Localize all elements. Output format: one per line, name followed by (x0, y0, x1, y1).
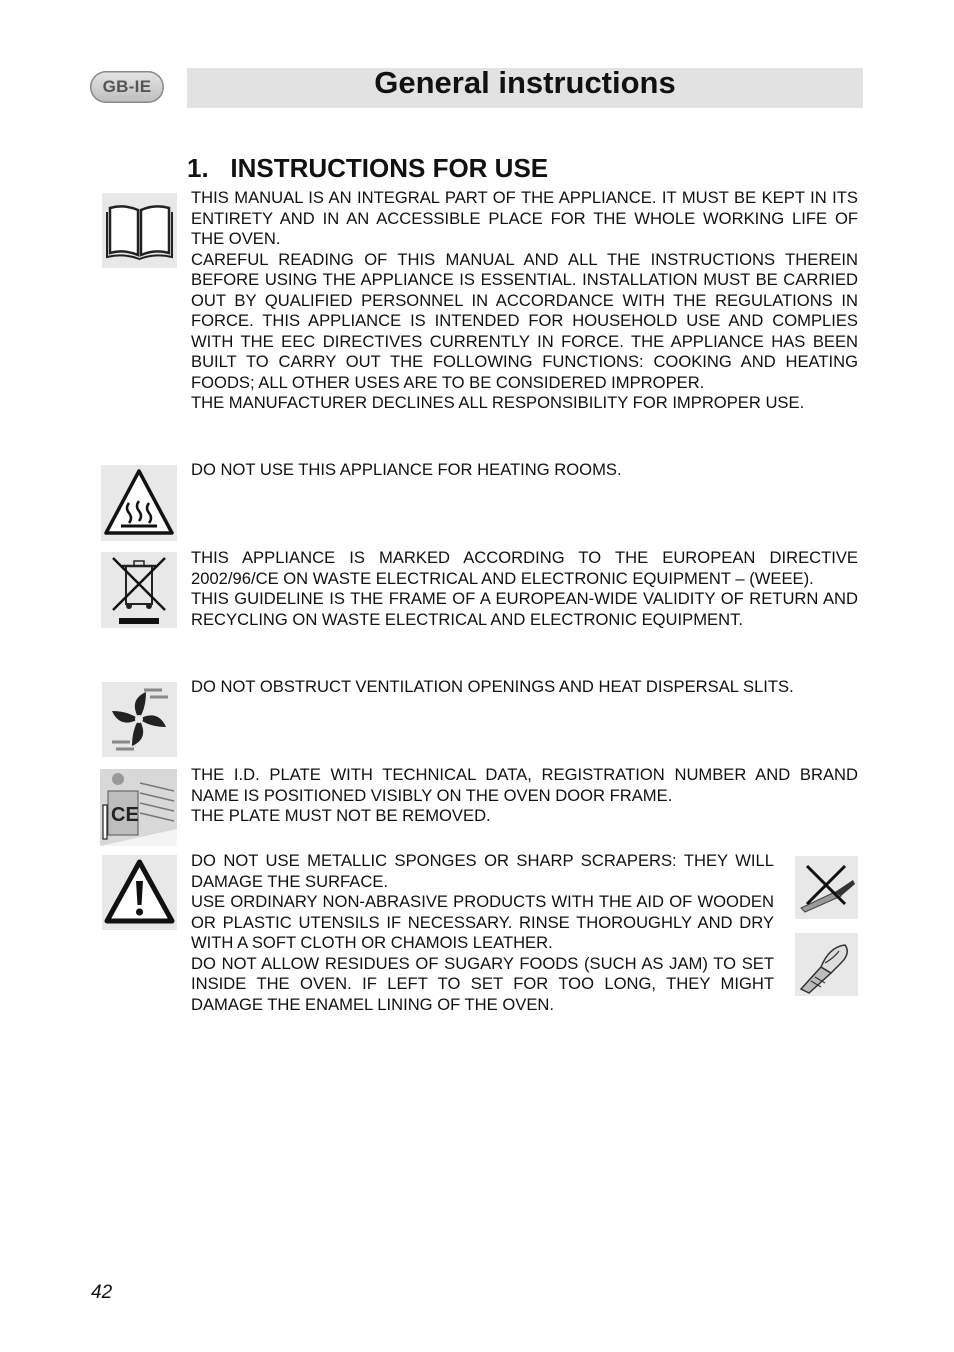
page-title: General instructions (374, 65, 676, 100)
paragraph: THE PLATE MUST NOT BE REMOVED. (191, 806, 491, 825)
text-block-cleaning (191, 851, 774, 1015)
ce-id-plate-icon (100, 769, 177, 846)
text-block-id-plate (191, 765, 858, 827)
language-badge: GB-IE (90, 71, 164, 103)
text-block-heating (191, 460, 858, 481)
general-warning-icon (102, 855, 177, 930)
section-heading: 1. INSTRUCTIONS FOR USE (187, 153, 549, 183)
paragraph: THIS APPLIANCE IS MARKED ACCORDING TO THE EUROPEAN DIRECTIVE 2002/96/CE ON WASTE ELECTRICAL AND ELECTRONIC EQUIPMENT – (WEEE). (191, 548, 858, 588)
paragraph: THE MANUFACTURER DECLINES ALL RESPONSIBILITY FOR IMPROPER USE. (191, 393, 805, 412)
paragraph: USE ORDINARY NON-ABRASIVE PRODUCTS WITH THE AID OF WOODEN OR PLASTIC UTENSILS IF NECESSARY. RINSE THOROUGHLY AND DRY WITH A SOFT CLOTH OR CHAMOIS LEATHER. (191, 892, 774, 952)
paragraph: DO NOT OBSTRUCT VENTILATION OPENINGS AND HEAT DISPERSAL SLITS. (191, 677, 794, 696)
paragraph: THIS MANUAL IS AN INTEGRAL PART OF THE APPLIANCE. IT MUST BE KEPT IN ITS ENTIRETY AND IN AN ACCESSIBLE PLACE FOR THE WHOLE WORKING LIFE OF THE OVEN. (191, 188, 858, 248)
cloth-wipe-icon (795, 933, 858, 996)
text-block-ventilation (191, 677, 858, 698)
svg-text:CE: CE (111, 804, 139, 826)
no-scraper-icon (795, 856, 858, 919)
text-block-manual (191, 188, 858, 414)
paragraph: DO NOT USE METALLIC SPONGES OR SHARP SCRAPERS: THEY WILL DAMAGE THE SURFACE. (191, 851, 774, 891)
hot-surface-warning-icon (101, 465, 177, 541)
paragraph: CAREFUL READING OF THIS MANUAL AND ALL THE INSTRUCTIONS THEREIN BEFORE USING THE APPLIANCE IS ESSENTIAL. INSTALLATION MUST BE CARRIED OUT BY QUALIFIED PERSONNEL IN ACCORDANCE WITH THE REGULATIONS IN FORCE. THIS APPLIANCE IS INTENDED FOR HOUSEHOLD USE AND COMPLIES WITH THE EEC DIRECTIVES CURRENTLY IN FORCE. THE APPLIANCE HAS BEEN BUILT TO CARRY OUT THE FOLLOWING FUNCTIONS: COOKING AND HEATING FOODS; ALL OTHER USES ARE TO BE CONSIDERED IMPROPER. (191, 249, 858, 392)
paragraph: DO NOT ALLOW RESIDUES OF SUGARY FOODS (SUCH AS JAM) TO SET INSIDE THE OVEN. IF LEFT TO SET FOR TOO LONG, THEY MIGHT DAMAGE THE ENAMEL LINING OF THE OVEN. (191, 953, 774, 1014)
paragraph: THIS GUIDELINE IS THE FRAME OF A EUROPEAN-WIDE VALIDITY OF RETURN AND RECYCLING ON WASTE ELECTRICAL AND ELECTRONIC EQUIPMENT. (191, 589, 858, 629)
paragraph: THE I.D. PLATE WITH TECHNICAL DATA, REGISTRATION NUMBER AND BRAND NAME IS POSITIONED VISIBLY ON THE OVEN DOOR FRAME. (191, 765, 858, 805)
weee-crossed-bin-icon (101, 552, 177, 628)
manual-book-icon (102, 193, 177, 268)
paragraph: DO NOT USE THIS APPLIANCE FOR HEATING ROOMS. (191, 460, 622, 479)
text-block-weee (191, 548, 858, 630)
page-number: 42 (91, 1282, 113, 1303)
ventilation-fan-icon (102, 682, 177, 757)
